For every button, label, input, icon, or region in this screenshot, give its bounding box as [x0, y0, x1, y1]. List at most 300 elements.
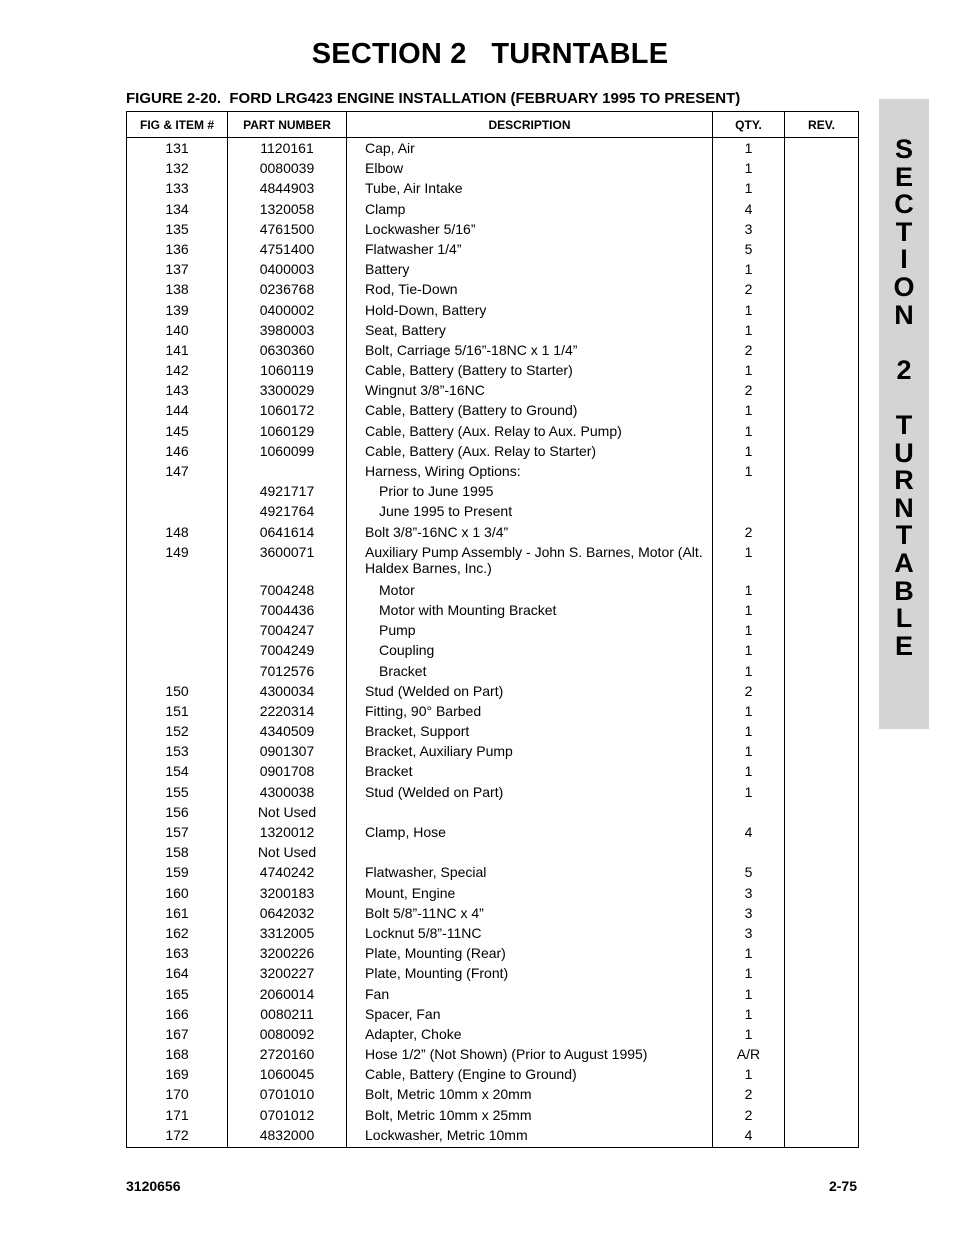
- part-number-cell: 1320012: [228, 824, 347, 844]
- table-row: [127, 302, 859, 322]
- fig-item-cell: 142: [127, 362, 228, 382]
- table-row: [127, 663, 859, 683]
- description-cell: Clamp: [347, 201, 713, 221]
- qty-cell: 1: [713, 763, 785, 783]
- header-description: DESCRIPTION: [347, 112, 713, 138]
- table-row: [127, 804, 859, 824]
- side-tab-letter: R: [894, 465, 914, 496]
- fig-item-cell: 168: [127, 1046, 228, 1066]
- description-cell: Plate, Mounting (Front): [347, 965, 713, 985]
- part-number-cell: 2220314: [228, 703, 347, 723]
- rev-cell: [785, 402, 859, 422]
- part-number-cell: 0901708: [228, 763, 347, 783]
- qty-cell: 2: [713, 382, 785, 402]
- rev-cell: [785, 723, 859, 743]
- fig-item-cell: 171: [127, 1107, 228, 1127]
- fig-item-cell: 139: [127, 302, 228, 322]
- table-row: [127, 723, 859, 743]
- fig-item-cell: 143: [127, 382, 228, 402]
- qty-cell: 1: [713, 302, 785, 322]
- description-cell: Elbow: [347, 160, 713, 180]
- table-row: [127, 402, 859, 422]
- description-cell: Cap, Air: [347, 138, 713, 161]
- table-row: [127, 483, 859, 503]
- parts-table: [126, 111, 859, 1148]
- rev-cell: [785, 1086, 859, 1106]
- qty-cell: 4: [713, 824, 785, 844]
- fig-item-cell: [127, 663, 228, 683]
- rev-cell: [785, 544, 859, 582]
- part-number-cell: 4761500: [228, 221, 347, 241]
- description-cell: Rod, Tie-Down: [347, 281, 713, 301]
- rev-cell: [785, 1066, 859, 1086]
- table-row: [127, 241, 859, 261]
- fig-item-cell: 131: [127, 138, 228, 161]
- side-tab-letter: L: [895, 603, 913, 634]
- rev-cell: [785, 703, 859, 723]
- fig-item-cell: 155: [127, 784, 228, 804]
- qty-cell: 1: [713, 663, 785, 683]
- rev-cell: [785, 1107, 859, 1127]
- header-fig-item: FIG & ITEM #: [127, 112, 228, 138]
- rev-cell: [785, 241, 859, 261]
- part-number-cell: 0080092: [228, 1026, 347, 1046]
- fig-item-cell: 138: [127, 281, 228, 301]
- table-row: [127, 201, 859, 221]
- rev-cell: [785, 443, 859, 463]
- side-tab-letter: 2: [896, 354, 912, 385]
- parts-table-body: [127, 138, 859, 1148]
- fig-item-cell: [127, 582, 228, 602]
- rev-cell: [785, 1026, 859, 1046]
- part-number-cell: 4832000: [228, 1127, 347, 1148]
- fig-item-cell: 137: [127, 261, 228, 281]
- rev-cell: [785, 322, 859, 342]
- qty-cell: 1: [713, 322, 785, 342]
- table-row: [127, 784, 859, 804]
- table-row: [127, 1046, 859, 1066]
- description-cell: Cable, Battery (Engine to Ground): [347, 1066, 713, 1086]
- rev-cell: [785, 483, 859, 503]
- fig-item-cell: [127, 602, 228, 622]
- qty-cell: 1: [713, 1006, 785, 1026]
- fig-item-cell: [127, 503, 228, 523]
- part-number-cell: 0400002: [228, 302, 347, 322]
- fig-item-cell: 167: [127, 1026, 228, 1046]
- description-cell: Bracket: [347, 663, 713, 683]
- description-cell: Plate, Mounting (Rear): [347, 945, 713, 965]
- rev-cell: [785, 138, 859, 161]
- rev-cell: [785, 602, 859, 622]
- part-number-cell: 3200226: [228, 945, 347, 965]
- rev-cell: [785, 261, 859, 281]
- description-cell: Motor with Mounting Bracket: [347, 602, 713, 622]
- part-number-cell: 4740242: [228, 864, 347, 884]
- table-row: [127, 703, 859, 723]
- rev-cell: [785, 663, 859, 683]
- description-cell: Harness, Wiring Options:: [347, 463, 713, 483]
- fig-item-cell: 160: [127, 885, 228, 905]
- fig-item-cell: 156: [127, 804, 228, 824]
- fig-item-cell: 136: [127, 241, 228, 261]
- qty-cell: [713, 483, 785, 503]
- figure-title: FIGURE 2-20. FORD LRG423 ENGINE INSTALLATION (FEBRUARY 1995 TO PRESENT): [126, 90, 741, 107]
- table-row: [127, 844, 859, 864]
- description-cell: Fitting, 90° Barbed: [347, 703, 713, 723]
- fig-item-cell: 157: [127, 824, 228, 844]
- rev-cell: [785, 824, 859, 844]
- qty-cell: 3: [713, 925, 785, 945]
- rev-cell: [785, 463, 859, 483]
- description-cell: Cable, Battery (Battery to Starter): [347, 362, 713, 382]
- fig-item-cell: 145: [127, 423, 228, 443]
- description-cell: Fan: [347, 986, 713, 1006]
- table-row: [127, 925, 859, 945]
- qty-cell: 1: [713, 1066, 785, 1086]
- table-row: [127, 986, 859, 1006]
- part-number-cell: 1120161: [228, 138, 347, 161]
- qty-cell: 1: [713, 180, 785, 200]
- side-tab-letter: S: [894, 134, 913, 164]
- description-cell: Bolt, Metric 10mm x 25mm: [347, 1107, 713, 1127]
- rev-cell: [785, 221, 859, 241]
- qty-cell: 2: [713, 524, 785, 544]
- fig-item-cell: 148: [127, 524, 228, 544]
- part-number-cell: Not Used: [228, 844, 347, 864]
- rev-cell: [785, 362, 859, 382]
- description-cell: Pump: [347, 622, 713, 642]
- description-cell: [347, 804, 713, 824]
- table-row: [127, 763, 859, 783]
- table-row: [127, 885, 859, 905]
- description-cell: Adapter, Choke: [347, 1026, 713, 1046]
- section-side-tab: [879, 99, 929, 729]
- part-number-cell: [228, 463, 347, 483]
- qty-cell: 3: [713, 885, 785, 905]
- side-tab-letter: I: [900, 244, 908, 275]
- side-tab-letter: A: [894, 548, 914, 578]
- table-row: [127, 362, 859, 382]
- rev-cell: [785, 1006, 859, 1026]
- qty-cell: 2: [713, 1107, 785, 1127]
- description-cell: Clamp, Hose: [347, 824, 713, 844]
- qty-cell: 1: [713, 160, 785, 180]
- description-cell: Hose 1/2” (Not Shown) (Prior to August 1995): [347, 1046, 713, 1066]
- rev-cell: [785, 743, 859, 763]
- header-qty: QTY.: [713, 112, 785, 138]
- table-row: [127, 322, 859, 342]
- qty-cell: 1: [713, 642, 785, 662]
- qty-cell: 1: [713, 723, 785, 743]
- fig-item-cell: 159: [127, 864, 228, 884]
- fig-item-cell: 133: [127, 180, 228, 200]
- qty-cell: 1: [713, 138, 785, 161]
- side-tab-letter: U: [894, 437, 914, 468]
- table-row: [127, 602, 859, 622]
- fig-item-cell: [127, 483, 228, 503]
- header-part-number: PART NUMBER: [228, 112, 347, 138]
- side-tab-letter: O: [893, 272, 915, 302]
- description-cell: Motor: [347, 582, 713, 602]
- fig-item-cell: 165: [127, 986, 228, 1006]
- part-number-cell: 0701010: [228, 1086, 347, 1106]
- table-row: [127, 1127, 859, 1148]
- rev-cell: [785, 844, 859, 864]
- description-cell: Bolt 5/8”-11NC x 4”: [347, 905, 713, 925]
- qty-cell: 2: [713, 342, 785, 362]
- description-cell: Spacer, Fan: [347, 1006, 713, 1026]
- description-cell: Seat, Battery: [347, 322, 713, 342]
- fig-item-cell: 164: [127, 965, 228, 985]
- qty-cell: [713, 804, 785, 824]
- part-number-cell: 2060014: [228, 986, 347, 1006]
- rev-cell: [785, 784, 859, 804]
- side-tab-letter: T: [895, 520, 913, 551]
- rev-cell: [785, 925, 859, 945]
- fig-item-cell: 152: [127, 723, 228, 743]
- rev-cell: [785, 302, 859, 322]
- qty-cell: 1: [713, 423, 785, 443]
- table-row: [127, 1107, 859, 1127]
- qty-cell: 3: [713, 221, 785, 241]
- table-row: [127, 1066, 859, 1086]
- rev-cell: [785, 763, 859, 783]
- table-row: [127, 423, 859, 443]
- description-cell: [347, 844, 713, 864]
- qty-cell: 3: [713, 905, 785, 925]
- table-row: [127, 221, 859, 241]
- table-row: [127, 965, 859, 985]
- qty-cell: 1: [713, 1026, 785, 1046]
- part-number-cell: 4300034: [228, 683, 347, 703]
- table-row: [127, 382, 859, 402]
- fig-item-cell: 144: [127, 402, 228, 422]
- header-rev: REV.: [785, 112, 859, 138]
- table-row: [127, 503, 859, 523]
- fig-item-cell: [127, 622, 228, 642]
- description-cell: Stud (Welded on Part): [347, 784, 713, 804]
- part-number-cell: 4921717: [228, 483, 347, 503]
- qty-cell: 5: [713, 864, 785, 884]
- rev-cell: [785, 642, 859, 662]
- qty-cell: 1: [713, 965, 785, 985]
- qty-cell: A/R: [713, 1046, 785, 1066]
- part-number-cell: 4921764: [228, 503, 347, 523]
- page-number: 2-75: [828, 1178, 857, 1194]
- rev-cell: [785, 201, 859, 221]
- part-number-cell: 2720160: [228, 1046, 347, 1066]
- fig-item-cell: 150: [127, 683, 228, 703]
- qty-cell: 1: [713, 602, 785, 622]
- part-number-cell: 0236768: [228, 281, 347, 301]
- qty-cell: [713, 844, 785, 864]
- part-number-cell: 0630360: [228, 342, 347, 362]
- qty-cell: [713, 503, 785, 523]
- table-row: [127, 905, 859, 925]
- part-number-cell: 7004247: [228, 622, 347, 642]
- fig-item-cell: 134: [127, 201, 228, 221]
- description-cell: Battery: [347, 261, 713, 281]
- table-row: [127, 261, 859, 281]
- fig-item-cell: 135: [127, 221, 228, 241]
- description-cell: Wingnut 3/8”-16NC: [347, 382, 713, 402]
- description-cell: Flatwasher, Special: [347, 864, 713, 884]
- table-row: [127, 945, 859, 965]
- description-cell: Prior to June 1995: [347, 483, 713, 503]
- part-number-cell: 0641614: [228, 524, 347, 544]
- fig-item-cell: 141: [127, 342, 228, 362]
- side-tab-letter: B: [894, 575, 914, 606]
- table-row: [127, 642, 859, 662]
- rev-cell: [785, 945, 859, 965]
- fig-item-cell: 151: [127, 703, 228, 723]
- fig-item-cell: [127, 642, 228, 662]
- qty-cell: 1: [713, 703, 785, 723]
- part-number-cell: 4340509: [228, 723, 347, 743]
- qty-cell: 2: [713, 281, 785, 301]
- description-cell: Bolt 3/8”-16NC x 1 3/4”: [347, 524, 713, 544]
- fig-item-cell: 147: [127, 463, 228, 483]
- part-number-cell: 1320058: [228, 201, 347, 221]
- qty-cell: 1: [713, 362, 785, 382]
- description-cell: Cable, Battery (Aux. Relay to Aux. Pump): [347, 423, 713, 443]
- description-cell: Bracket, Support: [347, 723, 713, 743]
- part-number-cell: Not Used: [228, 804, 347, 824]
- rev-cell: [785, 382, 859, 402]
- qty-cell: 2: [713, 1086, 785, 1106]
- qty-cell: 1: [713, 622, 785, 642]
- qty-cell: 1: [713, 544, 785, 582]
- rev-cell: [785, 885, 859, 905]
- rev-cell: [785, 905, 859, 925]
- part-number-cell: 0080211: [228, 1006, 347, 1026]
- side-tab-letter: N: [894, 299, 914, 330]
- part-number-cell: 1060045: [228, 1066, 347, 1086]
- document-number: 3120656: [126, 1178, 181, 1194]
- rev-cell: [785, 1127, 859, 1148]
- part-number-cell: 4844903: [228, 180, 347, 200]
- fig-item-cell: 158: [127, 844, 228, 864]
- rev-cell: [785, 1046, 859, 1066]
- description-cell: Cable, Battery (Aux. Relay to Starter): [347, 443, 713, 463]
- part-number-cell: 0400003: [228, 261, 347, 281]
- part-number-cell: 3600071: [228, 544, 347, 582]
- side-tab-letter: C: [894, 189, 914, 220]
- table-row: [127, 622, 859, 642]
- rev-cell: [785, 683, 859, 703]
- part-number-cell: 3200183: [228, 885, 347, 905]
- rev-cell: [785, 804, 859, 824]
- side-tab-letter: T: [895, 216, 913, 247]
- description-cell: Lockwasher 5/16”: [347, 221, 713, 241]
- description-cell: Stud (Welded on Part): [347, 683, 713, 703]
- rev-cell: [785, 986, 859, 1006]
- part-number-cell: 0642032: [228, 905, 347, 925]
- table-row: [127, 1006, 859, 1026]
- description-cell: Locknut 5/8”-11NC: [347, 925, 713, 945]
- qty-cell: 1: [713, 402, 785, 422]
- table-row: [127, 180, 859, 200]
- fig-item-cell: 161: [127, 905, 228, 925]
- part-number-cell: 3300029: [228, 382, 347, 402]
- part-number-cell: 0080039: [228, 160, 347, 180]
- fig-item-cell: 132: [127, 160, 228, 180]
- part-number-cell: 1060119: [228, 362, 347, 382]
- section-title: SECTION 2 TURNTABLE: [311, 38, 669, 70]
- table-row: [127, 1026, 859, 1046]
- description-cell: June 1995 to Present: [347, 503, 713, 523]
- description-cell: Hold-Down, Battery: [347, 302, 713, 322]
- side-tab-letter: T: [895, 410, 913, 440]
- part-number-cell: 7012576: [228, 663, 347, 683]
- fig-item-cell: 172: [127, 1127, 228, 1148]
- part-number-cell: 4751400: [228, 241, 347, 261]
- table-row: [127, 743, 859, 763]
- rev-cell: [785, 503, 859, 523]
- description-cell: Tube, Air Intake: [347, 180, 713, 200]
- description-cell: Bracket, Auxiliary Pump: [347, 743, 713, 763]
- qty-cell: 1: [713, 945, 785, 965]
- description-cell: Mount, Engine: [347, 885, 713, 905]
- rev-cell: [785, 524, 859, 544]
- part-number-cell: 0901307: [228, 743, 347, 763]
- rev-cell: [785, 582, 859, 602]
- rev-cell: [785, 342, 859, 362]
- table-row: [127, 824, 859, 844]
- part-number-cell: 1060129: [228, 423, 347, 443]
- table-row: [127, 864, 859, 884]
- qty-cell: 1: [713, 463, 785, 483]
- table-row: [127, 138, 859, 161]
- table-row: [127, 342, 859, 362]
- qty-cell: 4: [713, 201, 785, 221]
- fig-item-cell: 169: [127, 1066, 228, 1086]
- side-tab-letter: E: [894, 630, 913, 661]
- fig-item-cell: 154: [127, 763, 228, 783]
- description-cell: Coupling: [347, 642, 713, 662]
- description-cell: Bracket: [347, 763, 713, 783]
- part-number-cell: 7004248: [228, 582, 347, 602]
- fig-item-cell: 140: [127, 322, 228, 342]
- qty-cell: 1: [713, 743, 785, 763]
- side-tab-letter: N: [894, 492, 914, 523]
- fig-item-cell: 166: [127, 1006, 228, 1026]
- fig-item-cell: 162: [127, 925, 228, 945]
- part-number-cell: 3200227: [228, 965, 347, 985]
- part-number-cell: 4300038: [228, 784, 347, 804]
- qty-cell: 1: [713, 582, 785, 602]
- fig-item-cell: 163: [127, 945, 228, 965]
- part-number-cell: 3980003: [228, 322, 347, 342]
- rev-cell: [785, 965, 859, 985]
- table-row: [127, 463, 859, 483]
- part-number-cell: 1060099: [228, 443, 347, 463]
- rev-cell: [785, 864, 859, 884]
- table-row: [127, 544, 859, 582]
- table-row: [127, 1086, 859, 1106]
- description-cell: Flatwasher 1/4”: [347, 241, 713, 261]
- table-row: [127, 582, 859, 602]
- fig-item-cell: 153: [127, 743, 228, 763]
- description-cell: Cable, Battery (Battery to Ground): [347, 402, 713, 422]
- side-tab-letter: E: [894, 161, 913, 192]
- qty-cell: 1: [713, 986, 785, 1006]
- qty-cell: 1: [713, 784, 785, 804]
- qty-cell: 4: [713, 1127, 785, 1148]
- table-row: [127, 443, 859, 463]
- rev-cell: [785, 281, 859, 301]
- table-row: [127, 281, 859, 301]
